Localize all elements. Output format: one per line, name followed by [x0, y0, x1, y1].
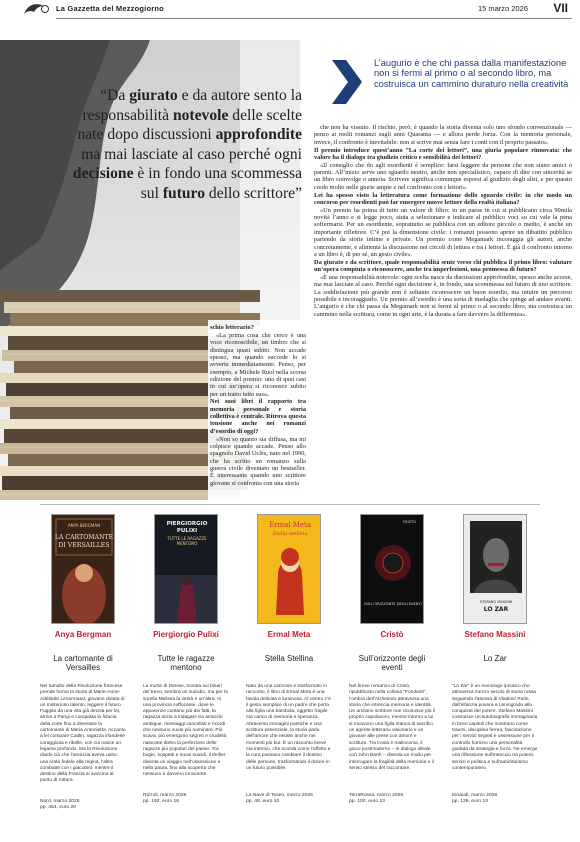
- cover-author: PIERGIORGIO: [166, 521, 208, 527]
- book-pages-price: pp. 100, euro 13: [349, 799, 385, 805]
- book-publisher: Einaudi, marzo 2026: [452, 793, 498, 798]
- book-title: La cartomante di Versailles: [53, 654, 113, 673]
- book-pages-price: pp. 136, euro 13: [452, 799, 488, 805]
- issue-date: 15 marzo 2026: [477, 4, 528, 13]
- cover-title-line: MENTONO: [176, 541, 198, 546]
- cover-author: STEFANO MASSINI: [479, 600, 513, 604]
- book-publisher: La Nave di Teseo, marzo 2026: [246, 793, 313, 798]
- chevron-right-icon: [330, 60, 362, 104]
- kicker-text: L’augurio è che chi passa dalla manifestazione non si fermi al primo o al secondo libro, ma costruisca un cammino duraturo nella creatività: [374, 58, 569, 89]
- book-cover-art: [52, 515, 115, 624]
- interview-question: Il premio introduce quest’anno “La corte dei lettori”, una giuria popolare rinnovata: che valore ha il dialogo tra giudizio critico e sensibilità dei lettori?: [314, 146, 572, 161]
- cover-title-line: LA CARTOMANTE: [54, 534, 114, 541]
- header-divider: [56, 18, 572, 19]
- interview-answer: «Un premio ha prima di tutto un valore di filtro: in un paese in cui si pubblicano circa 90mila novità l’anno e si legge poco, aiuta a selezionare e indicare al pubblico voci su cui vale la pena soffermarsi. Per un esordiente, soprattutto se pubblica con un editore piccolo o medio, è anche un importante riflettore. C’è poi la dimensione civile: i romanzi possono aprire un dibattito pubblico partendo da storie intime e private. Un premio come Megamark incoraggia gli autori, anche concretamente, e alimenta la discussione nei circoli di lettura e tra i lettori. È già il confronto intorno a un libro è, di per sé, un gesto civile».: [314, 206, 572, 258]
- book-publisher: Rizzoli, marzo 2026: [143, 793, 187, 798]
- book-author: Anya Bergman: [54, 630, 112, 639]
- books-section-divider: [40, 504, 540, 505]
- book-meta: [349, 793, 435, 805]
- interview-answer: «Il consiglio che do agli esordienti è semplice: farsi leggere da persone che non siano amici o parenti. All’inizio serve uno sguardo neutro, anche non specialistico, capace di dire con sincerità se un libro coinvolge o annoia. Scrivere significa comunque esporsi al giudizio degli altri, e per questo credo molto nelle giurie ampie e nel confronto con i lettori».: [314, 161, 572, 191]
- book-meta: [452, 793, 538, 805]
- book-author: Piergiorgio Pulixi: [153, 630, 219, 639]
- book-meta: [40, 799, 126, 811]
- interview-answer: «Non so quanto sia diffusa, ma mi colpisce quando accade. Penso allo spagnolo David Uclés, nato nel 1990, che ha scritto un romanzo sulla guerra civile diventato un bestseller. È interessante quando uno scrittore giovane si confronta con una storia: [210, 435, 306, 487]
- article-column-middle: [210, 324, 306, 488]
- interview-answer: «La prima cosa che cerco è una voce riconoscibile, un timbro che si distingua quasi subito. Non accade spesso, ma quando succede lo si avverte immediatamente. Penso, per esempio, a Michele Ruol nella scorsa edizione del premio: uno di quei casi in cui un’opera si riconosce subito per un tratto tutto suo».: [210, 331, 306, 398]
- newspaper-name: La Gazzetta del Mezzogiorno: [56, 4, 164, 13]
- page-header: [0, 0, 580, 18]
- book-title: Sull’orizzonte degli eventi: [358, 654, 426, 673]
- book-description: Nel tumulto della Rivoluzione francese prende forma la storia di Marie-Anne-Adélaïde Lenormand, giovane dotata di un misterioso talento: leggere il futuro. Fuggita da una vita già decisa per lei, arriva a Parigi e conquista la fiducia della corte fino a diventare la cartomante di Maria Antonietta. Accanto a lei compare Caitlin, ragazza irlandese coraggiosa e ribelle, con cui nasce un legame profondo. Ma la Rivoluzione divide ciò che l’amicizia aveva unito: una resta fedele alla regina, l’altra combatte con i giacobini, mentre il destino della Francia si avvicina al punto di rottura.: [40, 684, 126, 784]
- book-cover: [154, 514, 218, 624]
- interview-question: schio letterario?: [210, 324, 254, 331]
- cover-title-line: TUTTE LE RAGAZZE: [167, 536, 207, 541]
- book-description: Nato da una canzone e trasformato in racconto, il libro di Ermal Meta è una favola delicata e luminosa. Al centro c’è il gesto semplice di un padre che porta alla figlia una bambola, oggetto fragile ma carico di memoria e speranza. Attraverso immagini poetiche e una scrittura essenziale, la storia parla dell’amore che resiste anche nei momenti più bui. È un racconto breve ma intenso, che ricorda come l’affetto e la cura possano cambiare il destino delle persone, trasformando il dolore in un futuro possibile.: [246, 684, 331, 771]
- book-pages-price: pp. 192, euro 16: [143, 799, 179, 805]
- book-description: “Lo Zar” è un monologo ipnotico che attraversa mezzo secolo di storia russa seguendo l’ascesa di Vladimir Putin, dall’infanzia povera a Leningrado alla conquista del potere. Stefano Massini costruisce un’autobiografia immaginaria in brevi capitoli che mostrano come traumi, disciplina ferrea, fascinazione per i servizi segreti e ossessione per il controllo formino una personalità guidata da strategia e forza. Ne emerge una riflessione sull’intreccio tra potere, servizi e politica e sull’autoritarismo contemporaneo.: [452, 684, 538, 771]
- page-number: VII: [553, 1, 568, 15]
- interview-answer: «È una responsabilità notevole: ogni scelta nasce da discussioni approfondite, spesso anche accese, ma mai lasciate al caso. Perché ogni decisione è, in fondo, una scommessa sul futuro di uno scrittore. La soddisfazione più grande non è soltanto riconoscere un buon esordio, ma intuire un percorso possibile e incoraggiarlo. Un premio all’esordio è una sorta di medaglia che spinge ad andare avanti. L’augurio è che chi passa da Megamark non si fermi al primo o al secondo libro, ma costruisca un cammino nella scrittura, come in ogni arte, è la durata a fare davvero la differenza».: [314, 273, 572, 318]
- book-meta: [143, 793, 229, 805]
- book-publisher: TerraRossa, marzo 2026: [349, 793, 404, 798]
- book-author: Cristò: [380, 630, 404, 639]
- book-publisher: Nord, marzo 2026: [40, 799, 80, 804]
- book-cover: [360, 514, 424, 624]
- book-cover-art: [361, 515, 424, 624]
- book-cover: [257, 514, 321, 624]
- cover-author: Ermal Meta: [268, 521, 312, 529]
- interview-question: Lei ha spesso visto la letteratura come formazione dello sguardo civile: in che modo un concorso per esordienti può far emergere nuove letture della realtà italiana?: [314, 191, 572, 206]
- book-cover: [463, 514, 527, 624]
- cover-title-line: Stella stellina: [272, 531, 308, 537]
- book-title: Stella Stellina: [264, 654, 314, 663]
- cover-title-line: LO ZAR: [483, 606, 509, 613]
- book-pages-price: pp. 464, euro 20: [40, 805, 76, 811]
- book-cover-art: [464, 515, 527, 624]
- book-description: La morte di Denise, trovata sui binari del treno, sembra un suicidio, ma per la sorella Melissa la verità è un’altra. In una provincia soffocante, dove le apparenze contano più dei fatti, la ragazza inizia a indagare tra amicizie ambigue, messaggi cancellati e ricordi che nessuno vuole più nominare. Più scava, più emergono segreti e crudeltà nascoste dietro la perfezione delle ragazze più popolari del paese. Tra bugie, sospetti e nuovi suicidi, il thriller diventa un viaggio nell’ossessione e nella paura, fino alla scoperta che nessuno è davvero innocente.: [143, 684, 228, 778]
- interview-question: Da giurato e da scrittore, quale responsabilità sente verso chi pubblica il primo libro: valutare un’opera compiuta o riconoscere, anche tra imperfezioni, una promessa di futuro?: [314, 258, 572, 274]
- cover-author: ANYA BERGMAN: [67, 523, 101, 528]
- book-meta: [246, 793, 332, 805]
- pull-quote-text: “Da giurato e da autore sento la responsabilità notevole delle scelte nate dopo discussioni approfondite ma mai lasciate al caso perché ogni decisione è in fondo una scommessa sul futuro dello scrittore”: [72, 87, 302, 202]
- article-column-right: [314, 124, 572, 318]
- book-cover-art: [258, 515, 321, 624]
- book-cover-art: [155, 515, 218, 624]
- book-description: Nel breve romanzo di Cristò, ripubblicato nella collana “Fondanti”, l’ombra dell’Alzheimer attraversa una storia che intreccia memoria e identità. Un anziano scrittore non riconosce più il proprio capolavoro, mentre intorno a lui si muovono una figlia stanca di sacrifici, un agente letterario visionario e un giovane alle prese con amore e scrittura. Tra ironia e malinconia, il gioco postmoderno – in dialogo ideale con John Barth – diventa un modo per interrogare la fragilità della memoria e il senso stesso del raccontare.: [349, 684, 435, 771]
- cover-title-line: SULL’ORIZZONTE DEGLI EVENTI: [364, 602, 422, 606]
- book-title: Lo Zar: [483, 654, 507, 663]
- cover-author: CRISTÒ: [402, 520, 416, 524]
- book-cover: [51, 514, 115, 624]
- interview-answer: che non ha vissuto. Il rischio, però, è quando la storia diventa solo uno sfondo convenzionale — penso ai molti romanzi sugli anni Quaranta — e allora perde forza. Con la memoria personale, invece, il confronto è inevitabile: non si scrive mai senza fare i conti con il proprio passato».: [314, 124, 572, 146]
- cover-author: PULIXI: [176, 528, 198, 534]
- interview-question: Nei suoi libri il rapporto tra memoria personale e storia collettiva è centrale. Ritrova questa tensione anche nei romanzi d’esordio di oggi?: [210, 398, 306, 435]
- book-author: Stefano Massini: [464, 630, 526, 639]
- pull-quote: [62, 86, 302, 204]
- book-pages-price: pp. 48, euro 10: [246, 799, 280, 805]
- book-title: Tutte le ragazze mentono: [157, 654, 215, 673]
- book-author: Ermal Meta: [267, 630, 311, 639]
- cover-title-line: DI VERSAILLES: [58, 542, 110, 549]
- newspaper-logo-icon: [22, 0, 52, 18]
